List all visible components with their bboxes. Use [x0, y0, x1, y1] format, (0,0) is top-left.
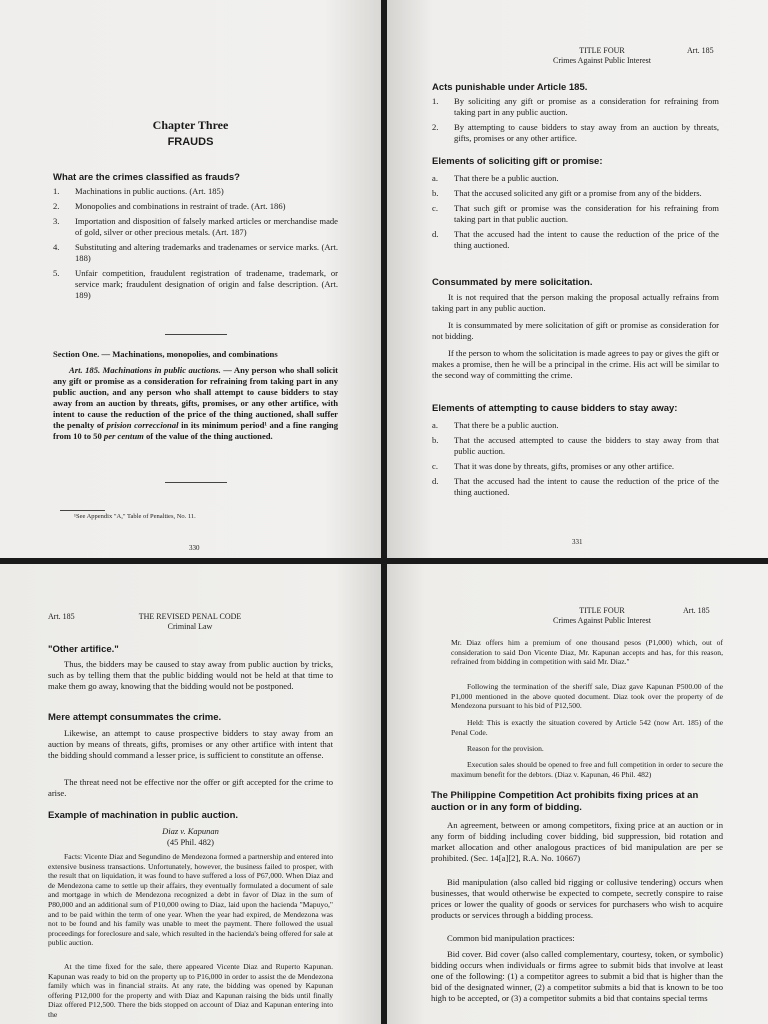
- list-item: a. That there be a public auction.: [432, 420, 559, 430]
- section-heading: Example of machination in public auction.: [48, 810, 239, 821]
- list-item: 2. By attempting to cause bidders to stay away from an auction by threats, gifts, promises or any other artifice.: [432, 122, 719, 143]
- page-332: [0, 564, 381, 1024]
- page-331: [387, 0, 768, 558]
- question-heading: What are the crimes classified as frauds?: [53, 172, 240, 183]
- list-item: c. That it was done by threats, gifts, promises or any other artifice.: [432, 461, 675, 471]
- running-header-title: TITLE FOUR: [579, 46, 625, 55]
- page-333: [387, 564, 768, 1024]
- section-heading: Mere attempt consummates the crime.: [48, 712, 222, 723]
- divider: [165, 334, 227, 335]
- acts-list: [432, 96, 719, 148]
- running-header-article: Art. 185: [687, 46, 714, 55]
- list-item: 5. Unfair competition, fraudulent registration of tradename, trademark, or service mark; fraudulent designation of origin and false description. (Art. 189): [53, 268, 338, 300]
- list-item: 1. By soliciting any gift or promise as a consideration for refraining from taking part in any public auction.: [432, 96, 719, 117]
- section-heading: The Philippine Competition Act prohibits fixing prices at an auction or in any form of bidding.: [431, 790, 699, 813]
- paragraph: Reason for the provision.: [467, 744, 544, 753]
- paragraph: Execution sales should be opened to free and full competition in order to secure the maximum benefit for the debtors. (Diaz v. Kapunan, 46 Phil. 482): [451, 760, 723, 779]
- running-header-subtitle: Crimes Against Public Interest: [553, 616, 651, 625]
- case-name: Diaz v. Kapunan: [162, 826, 219, 836]
- list-item: 4. Substituting and altering trademarks and tradenames or service marks. (Art. 188): [53, 242, 338, 263]
- section-heading: Elements of soliciting gift or promise:: [432, 156, 603, 167]
- running-header-article: Art. 185: [683, 606, 710, 615]
- list-item: a. That there be a public auction.: [432, 173, 559, 183]
- case-citation: (45 Phil. 482): [167, 837, 214, 847]
- list-item: b. That the accused solicited any gift or a promise from any of the bidders.: [432, 188, 702, 198]
- list-item: c. That such gift or promise was the consideration for his refraining from taking part in that public auction.: [432, 203, 719, 224]
- paragraph: If the person to whom the solicitation is made agrees to pay or gives the gift or makes a promise, then he will be a principal in the crime. His act will be similar to the second way of committing the crime.: [432, 348, 719, 380]
- chapter-title: FRAUDS: [167, 136, 214, 148]
- crimes-list: [53, 186, 338, 305]
- running-header-title: THE REVISED PENAL CODE: [138, 612, 242, 621]
- paragraph: Following the termination of the sheriff sale, Diaz gave Kapunan P500.00 of the P1,000 mentioned in the above quoted document. Diaz took over the property of de Mendezona pursuant to his bid of P12,500.: [451, 682, 723, 711]
- list-item: 2. Monopolies and combinations in restraint of trade. (Art. 186): [53, 201, 286, 211]
- case-facts-continued: At the time fixed for the sale, there appeared Vicente Diaz and Ruperto Kapunan. Kapunan was ready to bid on the property up to P16,000 in order to assist the de Mendezona family which was in financial straits. At any rate, the bidding was opened by Kapunan offering P12,000 for the property and with Diaz and Kapunan raising the bids until finally Diaz offered P12,500. There the bids stopped on account of Diaz and Kapunan entering into the: [48, 962, 333, 1019]
- list-item: d. That the accused had the intent to cause the reduction of the price of the thing auctioned.: [432, 476, 719, 497]
- section-heading: Elements of attempting to cause bidders to stay away:: [432, 403, 678, 414]
- page-330: [0, 0, 381, 558]
- page-number: 331: [572, 538, 583, 546]
- article-text: Art. 185. Machinations in public auctions. — Any person who shall solicit any gift or promise as a consideration for refraining from taking part in any public auction, and any person who shall attempt to cause bidders to stay away from an auction by threats, gifts, promises, or any other artifice, with intent to cause the reduction of the price of the thing auctioned, shall suffer the penalty of prision correccional in its minimum period¹ and a fine ranging from 10 to 50 per centum of the value of the thing auctioned.: [53, 365, 338, 441]
- page-number: 330: [189, 544, 200, 552]
- section-heading: Section One. — Machinations, monopolies, and combinations: [53, 349, 278, 359]
- running-header-title: TITLE FOUR: [579, 606, 625, 615]
- running-header-article: Art. 185: [48, 612, 75, 621]
- case-facts: Facts: Vicente Diaz and Segundino de Mendezona formed a partnership and entered into extensive business transactions. Unfortunately, however, the business failed to prosper, with the result that on liquidation, it was found to have suffered a loss of P67,000. When Diaz and de Mendezona came to settle up their affairs, they eventually formulated a document of sale and mortgage in which de Mendezona recognized a debt in favor of Diaz in the sum of P80,000 and an additional sum of P10,000 owing to Diaz, laid upon the hacienda "Mapuyo," and to be paid within the term of one year. When the year had expired, de Mendezona was not to be found and his family was unable to meet the payment. There followed the usual proceedings for foreclosure and sale, which resulted in the hacienda's being offered for sale at public auction.: [48, 852, 333, 948]
- list-item: d. That the accused had the intent to cause the reduction of the price of the thing auctioned.: [432, 229, 719, 250]
- section-heading: "Other artifice.": [48, 644, 119, 655]
- quoted-paragraph: Mr. Diaz offers him a premium of one thousand pesos (P1,000) which, out of consideration to said Don Vicente Diaz, Mr. Kapunan accepts and has, for this reason, refrained from bidding in competition with said Mr. Diaz.": [451, 638, 723, 667]
- section-heading: Consummated by mere solicitation.: [432, 277, 593, 288]
- list-item: b. That the accused attempted to cause the bidders to stay away from that public auction.: [432, 435, 719, 456]
- elements-list: [432, 173, 719, 255]
- divider: [165, 482, 227, 483]
- paragraph: Likewise, an attempt to cause prospective bidders to stay away from an auction by means of threats, gifts, promises or any other artifice with intent that the bidding should command a lesser price, is sufficient to constitute an offense.: [48, 728, 333, 760]
- running-header-subtitle: Criminal Law: [167, 622, 213, 631]
- running-header-subtitle: Crimes Against Public Interest: [553, 56, 651, 65]
- paragraph: It is consummated by mere solicitation of gift or promise as consideration for not bidding.: [432, 320, 719, 341]
- paragraph: Held: This is exactly the situation covered by Article 542 (now Art. 185) of the Penal Code.: [451, 718, 723, 737]
- elements-list: [432, 420, 719, 502]
- footnote-rule: [60, 510, 105, 511]
- paragraph: Thus, the bidders may be caused to stay away from public auction by tricks, such as by telling them that the public bidding would not be held at that time to make them go away, knowing that the bidding would not be postponed.: [48, 659, 333, 691]
- list-item: 3. Importation and disposition of falsely marked articles or merchandise made of gold, silver or other precious metals. (Art. 187): [53, 216, 338, 237]
- paragraph: Common bid manipulation practices:: [447, 933, 575, 943]
- paragraph: The threat need not be effective nor the offer or gift accepted for the crime to arise.: [48, 777, 333, 798]
- paragraph: An agreement, between or among competitors, fixing price at an auction or in any form of bidding including cover bidding, bid suppression, bid rotation and market allocation and other analogous practices of bid manipulation are per se prohibited. (Sec. 14[a][2], R.A. No. 10667): [431, 820, 723, 863]
- section-heading: Acts punishable under Article 185.: [432, 82, 588, 93]
- chapter-heading: Chapter Three: [152, 118, 229, 132]
- paragraph: Bid manipulation (also called bid rigging or collusive tendering) occurs when businesses, that would otherwise be expected to compete, secretly conspire to raise prices or lower the quality of goods or services for purchasers who wish to acquire products or services through a bidding process.: [431, 877, 723, 920]
- paragraph: Bid cover. Bid cover (also called complementary, courtesy, token, or symbolic) bidding occurs when individuals or firms agree to submit bids that involve at least one of the following: (1) a competitor agrees to submit a bid that is higher than the bid of the designated winner, (2) a competitor submits a bid that is known to be too high to be accepted, or (3) a competitor submits a bid that contains special terms: [431, 949, 723, 1003]
- list-item: 1. Machinations in public auctions. (Art. 185): [53, 186, 224, 196]
- footnote: ¹See Appendix "A," Table of Penalties, No. 11.: [74, 513, 196, 520]
- paragraph: It is not required that the person making the proposal actually refrains from taking part in any public auction.: [432, 292, 719, 313]
